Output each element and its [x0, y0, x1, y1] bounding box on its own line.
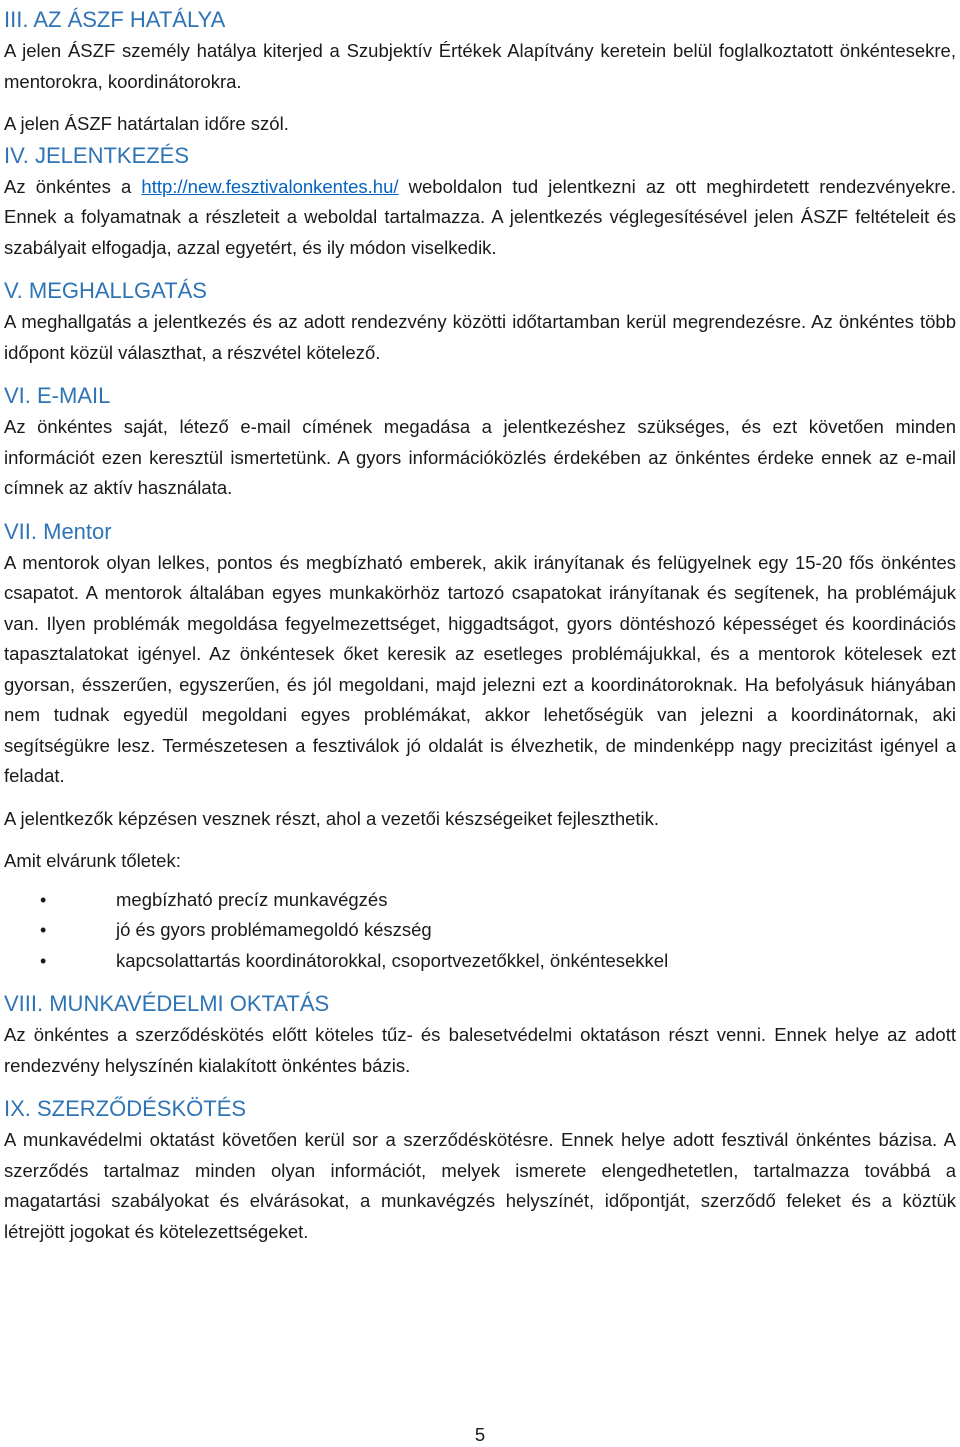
list-item-text: kapcsolattartás koordinátorokkal, csoportvezetőkkel, önkéntesekkel: [116, 949, 669, 971]
paragraph: Az önkéntes saját, létező e-mail címének megadása a jelentkezéshez szükséges, és ezt követően minden információt ezen keresztül ismertetünk. A gyors információközlés érdekében az önkéntes érdeke ennek az e-mail címnek az aktív használata.: [4, 416, 956, 498]
section-email: [4, 380, 960, 504]
list-item-text: megbízható precíz munkavégzés: [116, 888, 388, 910]
section-mentor: [4, 516, 960, 977]
paragraph: [4, 172, 956, 264]
paragraph: Amit elvárunk tőletek:: [4, 850, 181, 871]
section-heading: VIII. MUNKAVÉDELMI OKTATÁS: [4, 991, 330, 1016]
paragraph: A meghallgatás a jelentkezés és az adott rendezvény közötti időtartamban kerül megrendezésre. Az önkéntes több időpont közül választhat, a részvétel kötelező.: [4, 311, 956, 363]
section-heading: VI. E-MAIL: [4, 383, 111, 408]
list-item: [4, 915, 960, 946]
section-heading: III. AZ ÁSZF HATÁLYA: [4, 7, 226, 32]
paragraph: Az önkéntes a szerződéskötés előtt köteles tűz- és balesetvédelmi oktatáson részt venni. Ennek helye az adott rendezvény helyszínén kialakított önkéntes bázis.: [4, 1024, 956, 1076]
text-span: weboldalon tud jelentkezni az ott meghirdetett rendezvényekre. Ennek a folyamatnak a részleteit a weboldal tartalmazza. A jelentkezés véglegesítésével jelen ÁSZF feltételeit és szabályait elfogadja, azzal egyetért, és ily módon viselkedik.: [4, 175, 956, 258]
bullet-list: [4, 885, 960, 977]
section-heading: VII. Mentor: [4, 518, 112, 544]
section-szerzodeskotes: [4, 1093, 960, 1247]
section-heading: IV. JELENTKEZÉS: [4, 142, 190, 168]
section-heading: V. MEGHALLGATÁS: [4, 278, 207, 303]
section-jelentkezes: [4, 140, 960, 264]
bullet-icon: •: [40, 920, 47, 940]
list-item-text: jó és gyors problémamegoldó készség: [116, 919, 432, 940]
list-item: [4, 946, 960, 977]
paragraph: A jelen ÁSZF személy hatálya kiterjed a Szubjektív Értékek Alapítvány keretein belül foglalkoztatott önkéntesekre, mentorokra, koordinátorokra.: [4, 40, 956, 92]
section-munkavedelem: [4, 988, 960, 1081]
section-hatalya: [4, 4, 960, 140]
page-number: 5: [474, 1424, 486, 1445]
list-item: [4, 885, 960, 916]
section-heading: IX. SZERZŐDÉSKÖTÉS: [4, 1096, 247, 1121]
text-span: Az önkéntes a: [4, 175, 142, 197]
bullet-icon: •: [40, 950, 47, 971]
paragraph: A mentorok olyan lelkes, pontos és megbízható emberek, akik irányítanak és felügyelnek egy 15-20 fős önkéntes csapatot. A mentorok általában egyes munkakörhöz tartozó csapatokat irányítanak és segítenek, ha problémájuk van. Ilyen problémák megoldása fegyelmezettséget, higgadtságot, gyors döntéshozó képességet és koordinációs tapasztalatokat igényel. Az önkéntesek őket keresik az esetleges problémájukkal, és a mentorok kötelesek ezt gyorsan, ésszerűen, egyszerűen, és jól megoldani, majd jelezni ezt a koordinátoroknak. Ha befolyásuk hiányában nem tudnak egyedül megoldani egyes problémákat, akkor lehetőségük van jelezni a koordinátornak, aki segítségükre lesz. Természetesen a fesztiválok jó oldalát is élvezhetik, de mindenképp nagy precizitást igényel a feladat.: [4, 551, 956, 786]
paragraph: A munkavédelmi oktatást követően kerül sor a szerződéskötésre. Ennek helye adott fesztivál önkéntes bázisa. A szerződés tartalmaz minden olyan információt, melyek ismerete elengedhetetlen, tartalmazza továbbá a magatartási szabályokat és elvárásokat, a munkavégzés helyszínét, időpontját, szerződő feleket és a köztük létrejött jogokat és kötelezettségeket.: [4, 1129, 956, 1242]
paragraph: A jelentkezők képzésen vesznek részt, ahol a vezetői készségeiket fejleszthetik.: [4, 807, 660, 829]
paragraph: A jelen ÁSZF határtalan időre szól.: [4, 113, 289, 134]
section-meghallgatas: [4, 275, 960, 368]
bullet-icon: •: [40, 889, 47, 910]
website-link[interactable]: http://new.fesztivalonkentes.hu/: [141, 175, 399, 197]
